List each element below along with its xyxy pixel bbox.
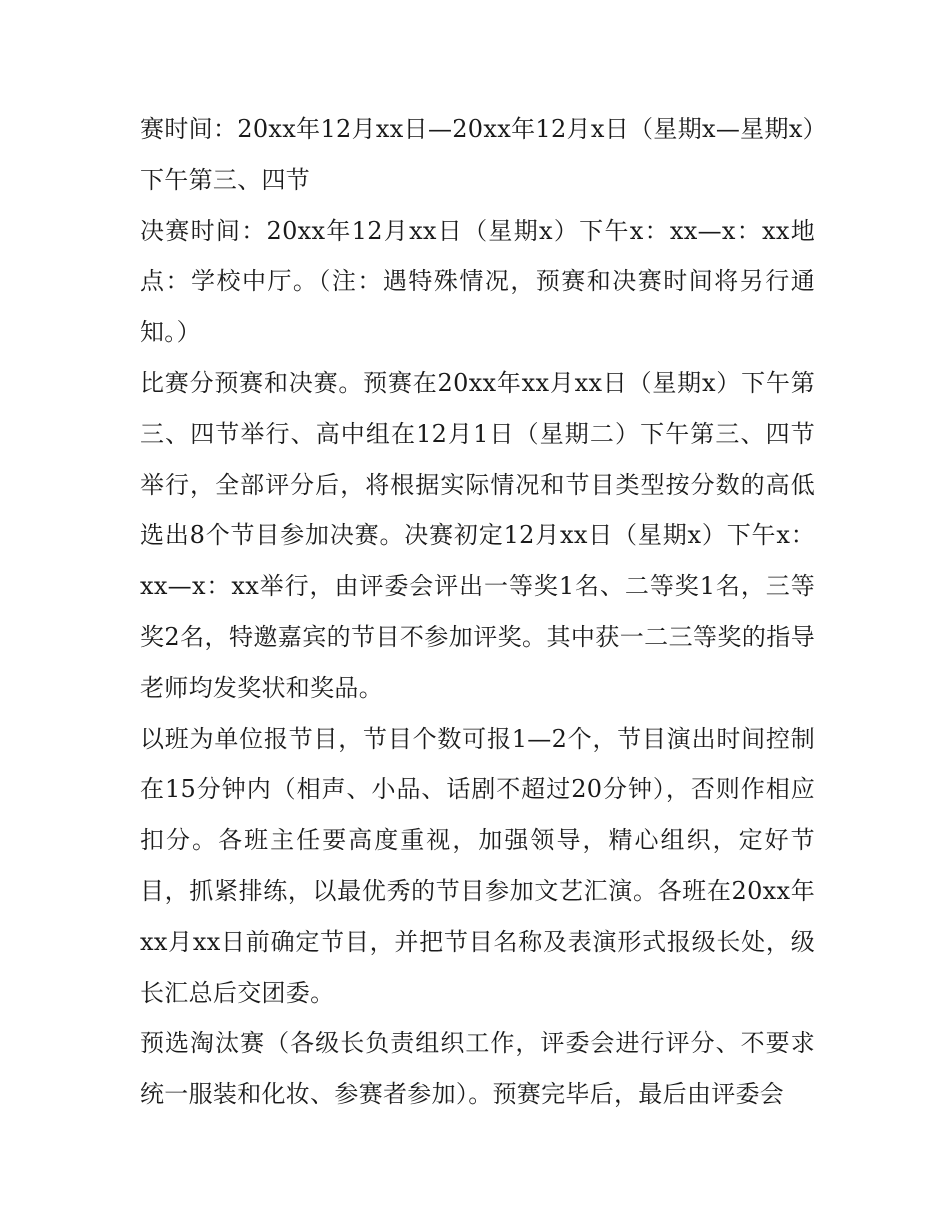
paragraph-schedule-preliminary: 赛时间：20xx年12月xx日—20xx年12月x日（星期x—星期x）下午第三、四节 (140, 115, 815, 194)
paragraph-competition-format: 比赛分预赛和决赛。预赛在20xx年xx月xx日（星期x）下午第三、四节举行、高中组在12月1日（星期二）下午第三、四节举行，全部评分后，将根据实际情况和节目类型按分数的高低选出8个节目参加决赛。决赛初定12月xx日（星期x）下午x：xx—x：xx举行，由评委会评出一等奖1名、二等奖1名，三等奖2名，特邀嘉宾的节目不参加评奖。其中获一二三等奖的指导老师均发奖状和奖品。 (140, 368, 815, 702)
paragraph-schedule-final: 决赛时间：20xx年12月xx日（星期x）下午x：xx—x：xx地点：学校中厅。（注：遇特殊情况，预赛和决赛时间将另行通知。） (140, 216, 815, 347)
document-body (140, 104, 815, 1120)
paragraph-registration: 以班为单位报节目，节目个数可报1—2个，节目演出时间控制在15分钟内（相声、小品、话剧不超过20分钟），否则作相应扣分。各班主任要高度重视，加强领导，精心组织，定好节目，抓紧排练，以最优秀的节目参加文艺汇演。各班在20xx年xx月xx日前确定节目，并把节目名称及表演形式报级长处，级长汇总后交团委。 (140, 724, 815, 1007)
paragraph-elimination: 预选淘汰赛（各级长负责组织工作，评委会进行评分、不要求统一服装和化妆、参赛者参加）。预赛完毕后，最后由评委会 (140, 1029, 815, 1109)
